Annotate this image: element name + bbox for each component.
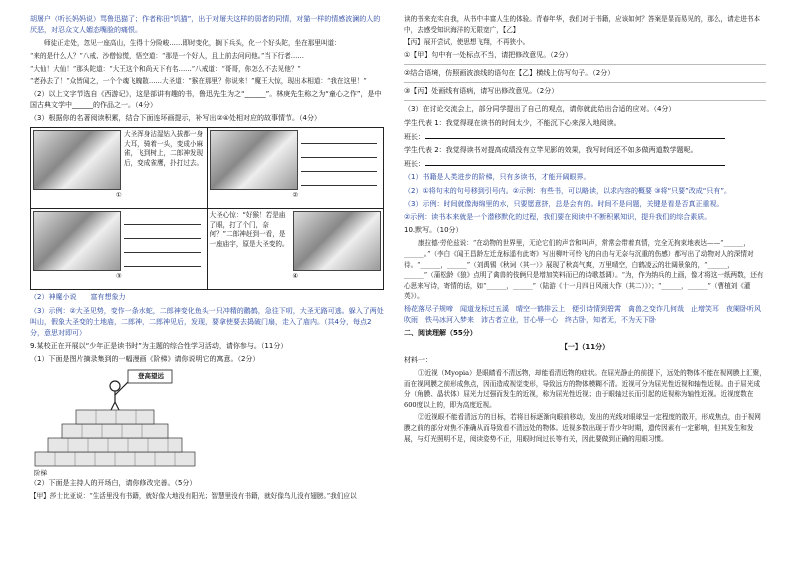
comic-label-1: ① [115,191,122,200]
material-label: 材料一： [404,355,432,364]
monitor-reply-1 [404,131,766,143]
sub-question-3: ③【丙】处画线有语病，请写出修改意见。（2分） [404,87,559,96]
answer-line [404,64,766,65]
stairs-illustration [30,368,200,468]
answer-line [404,100,766,101]
question-9-1: （1）下面是图片摘录集到的一幅漫画《阶梯》请你说明它的寓意。（2分） [30,355,260,364]
comic-panel-2 [207,128,384,209]
question-2: （2）以上文字节选自《西游记》，这是部讲有趣的书，鲁迅先生为之“______”。林庚先生称之为“童心之作”，是中国古典文学中______的作品之一。（4分） [30,89,382,109]
comic-panel-4 [207,209,384,290]
monitor-reply-2 [404,158,766,170]
passage-line: “老孙去了！”众皆闻之，一个个魂飞魄散……大圣道：“猴在那里？你说来！”魔王大惊，现出本相道：“我在这里！” [30,77,367,86]
stairs-label: 阶梯 [34,468,47,477]
monitor-label: 班长： [404,160,425,169]
question-10-answer: 杨花落尽子规啼 闻道龙标过五溪 晴空一鹤排云上 便引诗情到碧霄 禽兽之变诈几何哉 止增笑耳 夜阑卧听风吹雨 铁马冰河入梦来 沛古者立业，甘心辱一心 终古卧，知者无，不为天下卧 [404,304,761,325]
comic-label-3: ③ [115,272,122,281]
sub-question-2: ②结合语境，仿照画波浪线的语句在【乙】横线上仿写句子。（2分） [404,68,615,77]
question-9-2: （2）下面是主持人的开场白，请你修改完善。（5分） [30,478,197,487]
answer-detail: （3）示例：②大圣见势，变作一条水蛇，二郎神变化鱼头一只冲精的鹳鹤，急往下叨，大圣无路可逃。躲入了两处叫山，假象大圣变的土地庙，二郎神，二郎神见后，发现，要拿使要去捣破门扇，走入了庙内。（共4分，每点2分，意思对即可） [30,306,384,337]
comic-panel-3 [31,209,208,290]
reply-blank-1 [425,131,725,139]
answer-3: （3）示例：时间就像海绵里的水，只要愿意挤，总是会有的。时间不是问题，关键是看是否真正重视。 [404,199,724,208]
host-speech: 【甲】莎士比亚说：“生活里没有书籍，就好像大地没有阳光；智慧里没有书籍，就好像鸟儿没有翅膀。”我们应以 [30,491,357,500]
sub-question-1: ①【甲】句中有一处标点不当，请把修改意见。（2分） [404,50,573,59]
part-title: 【一】（11分） [560,342,610,351]
section-title: 二、阅读理解（55分） [404,329,477,338]
novel-passage [30,38,384,86]
answer-line [404,82,766,83]
comic-image-1 [33,130,121,190]
comic-image-3 [33,211,121,271]
answer-4: ②示例：读书本来就是一个潜移默化的过程，我们要在阅读中不断积累知识，提升我们的综合素质。 [404,213,712,222]
stairs-sign: 登高望远 [138,371,164,380]
comic-label-4: ④ [292,272,299,281]
material-paragraph-2: ②近视眼不能看清远方的目标，若将目标逐渐向眼前移动，发出的光线对眼球呈一定程度的散开，形成焦点，由于视网膜之前的部分对焦不准确从而导致看不清远处的物体。近视多数出现于青少年时期，遗传因素有一定影响，但其发生和发展，与灯光照明不足，阅读姿势不正，用眼时间过长等有关，因此要做到正确的用眼习惯。 [404,413,761,443]
answer-words: （2）神魔小说 富有想象力 [30,293,126,302]
monitor-label: 班长： [404,132,425,141]
speech-continued: 读的书来充实自我，从书中丰富人生的体验。青春年华，我们对于书籍，应该如何？答案是显而易见的，那么，请走进书本中，去感受知识海洋的无限宽广，【乙】 [404,15,761,34]
passage-line: 师徒正走处，忽见一座高山，生得十分险峻……即时变化，搁下兵头，化一个好头陀，坐在那里叫道： [44,39,341,48]
question-10-title: 10.默写。（10分） [404,226,463,235]
comic-caption-1: 大圣浑身沾湿钻入拔都一身大耳，骑着一头，变成小麻雀，飞到树上，二郎神发现后，变成雀鹰，扑打过去。 [124,130,204,167]
answer-1: （1）书籍是人类进步的阶梯，只有多读书，才能开阔眼界。 [404,173,591,182]
answer-lines-3 [124,211,205,271]
right-column [404,14,766,446]
reply-blank-2 [425,158,725,166]
comic-label-2: ② [292,191,299,200]
comic-caption-4: 大圣心惊：“好猴！若是庙了眼，打了个门，奈何？”二郎神赶到一看，是一座庙宇，原是大圣变的。 [209,211,289,248]
comic-panel-1 [31,128,208,209]
comic-table [30,127,384,290]
question-10-text: 康拉德·劳伦兹说：“在动物的世界里，无论它们的声音和叫声，常常会带着真情，完全无拘束地表达——“______，______。”（李白《闻王昌龄左迁龙标遥有此寄》写出柳叶可怜飞的自由与无奈与沉重的伤感）都写出了动物对人的深情对待。“______，______”（刘禹锡《秋词（其一）》展现了秋高气爽，万里晴空，白鹤凌云的壮阔景象的，“______，______”（蒲松龄《狼》点明了禽兽的伎俩只是增加笑料而已的诗歌基调）。“为，作为纳兵的上画，像才将这一纸两数，还有心思来写诗，寄情的话，如“______，______”（陆游《十一月四日风雨大作（其二）》）；“______，______”（曹植刘《灌英》）。 [404,239,764,301]
question-3-discussion: （3）在讨论交流会上，部分同学提出了自己的观点，请你就此给出合适的应对。（4分） [404,105,676,114]
answer-2: （2）①将句末的句号移到引号内。②示例：有些书，可以略读，以求内容的概要 ③将“只要”改成“只有”。 [404,186,732,195]
comic-image-4 [293,211,381,271]
answer-lines-2 [301,130,382,190]
question-3: （3）根据你的名著阅读积累，结合下面连环画提示，补写出②④处相对应的故事情节。（4分） [30,114,321,123]
representative-2: 学生代表 2：我觉得读书对提高成绩没有立竿见影的效果，我写时间还不如多做两道数学题呢。 [404,146,698,154]
comic-image-2 [210,130,298,190]
speech-continued-2: 【丙】展开尝试，使思想飞翔，不再狭小。 [404,38,530,47]
passage-line: “大仙！大仙！”那头陀道：“大王这个和尚天下有名……”八戒道：“哥哥，你怎么不去见他？” [30,64,301,73]
question-9-title: 9.某校正在开展以“少年正是读书时”为主题的综合性学习活动，请你参与。（11分） [30,342,288,351]
left-column [30,14,384,503]
representative-1: 学生代表 1：我觉得现在读书的时间太少，不能沉下心来深入地阅读。 [404,118,621,127]
passage-line: “来的是什么人？”八戒、沙僧惊慌，悟空道：“那是一个好人，且上前去问问他。”当下行者…… [30,52,304,60]
stairs-cartoon [30,368,200,476]
material-paragraph-1: ①近视（Myopia）是眼睛看不清远物，却能看清近物的症状。在屈光静止的前提下，远处的物体不能在视网膜上汇聚，而在视网膜之前形成焦点，因而造成视觉变形，导致远方的物体模糊不清。近视可分为屈光性近视和轴性近视。由于屈光成分（角膜、晶状体）屈光力过强而发生的近视，称为屈光性近视；由于眼轴过长而引起的近视称为轴性近视。近视度数在600度以上的，即为高度近视。 [404,369,766,409]
intro-answer: 胡屠户（听长妈妈说）骂鲁迅猫了；作者称田“饥猫”，出于对屠夫这样的弱者的同情，对猫一样的情感波澜的人的厌恶，对忍众文人媚态嘴脸的痛恨。 [30,15,381,35]
